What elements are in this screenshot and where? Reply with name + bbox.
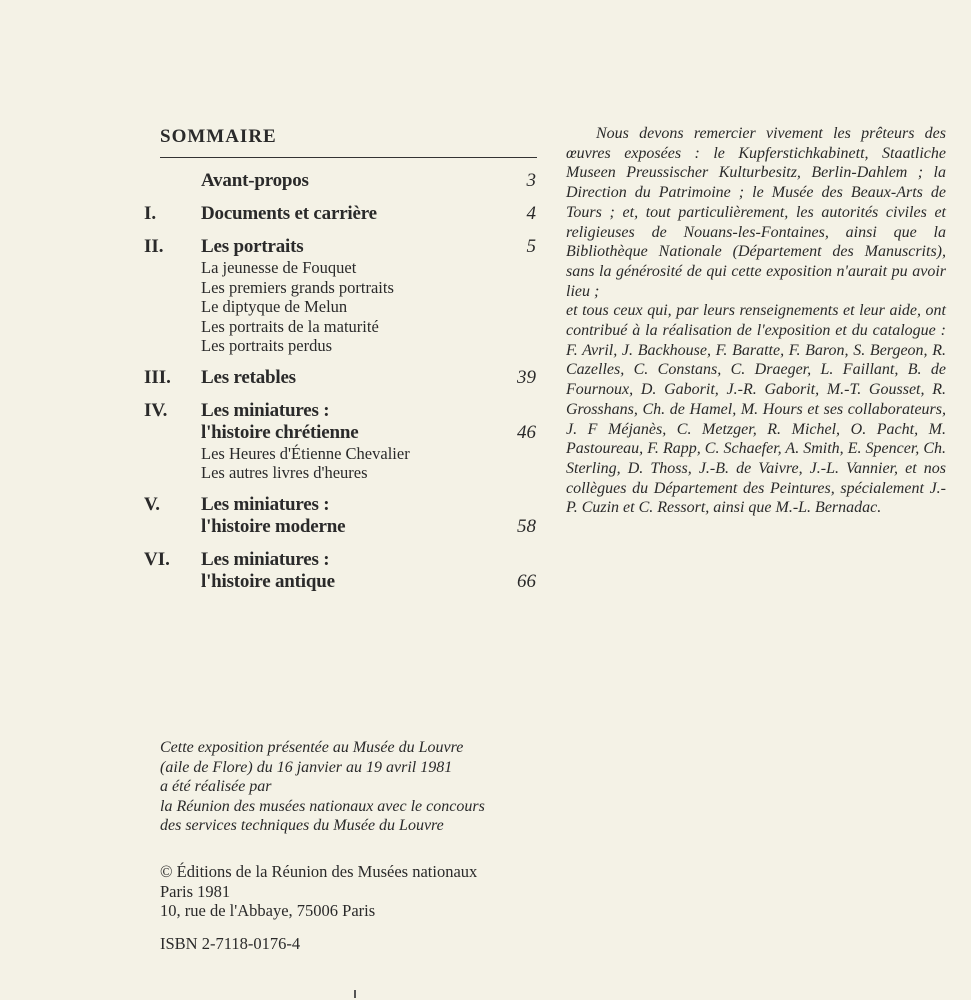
toc-entry-title: l'histoire antique: [201, 570, 335, 592]
toc-page-number: 3: [526, 170, 536, 191]
toc-line: [160, 422, 540, 444]
toc-entry-number: VI.: [144, 548, 170, 570]
toc-page-number: 46: [517, 421, 536, 443]
toc-divider: [160, 157, 537, 158]
exposition-line: Cette exposition présentée au Musée du Louvre: [160, 739, 464, 756]
toc-entry-title: Documents et carrière: [201, 203, 377, 224]
toc-line: [144, 203, 540, 225]
publisher-line: 10, rue de l'Abbaye, 75006 Paris: [160, 901, 376, 920]
toc-line: [144, 366, 540, 389]
publisher-info: [160, 862, 560, 921]
toc-subentry: Les premiers grands portraits: [201, 277, 394, 297]
toc-subentry: Les autres livres d'heures: [201, 463, 368, 482]
toc-entry-number: II.: [144, 236, 164, 257]
toc-entry: [144, 548, 540, 593]
toc-page-number: 4: [526, 203, 536, 224]
toc-entry: [160, 170, 540, 192]
toc-entry-title: Avant-propos: [201, 170, 309, 191]
acknowledgements-paragraph: Nous devons remercier vivement les prêteurs des œuvres exposées : le Kupferstichkabinett, Staatliche Museen Preussischer Kulturbesitz, Berlin-Dahlem ; la Direction du Patrimoine ; le Musée des Beaux-Arts de Tours ; et, tout particulièrement, les autorités civiles et religieuses de Nouans-les-Fontaines, ainsi que la Bibliothèque Nationale (Département des Manuscrits), sans la générosité de qui cette exposition n'aurait pu avoir lieu ;: [566, 125, 946, 300]
toc-entry-number: V.: [144, 493, 161, 515]
toc-page-number: 5: [526, 236, 536, 257]
toc-line: [160, 170, 540, 192]
toc-page-number: 66: [517, 570, 536, 592]
exposition-line: des services techniques du Musée du Louvre: [160, 817, 444, 834]
toc-entry-number: III.: [144, 366, 171, 388]
exposition-line: a été réalisée par: [160, 778, 272, 795]
toc-entry-title: Les miniatures :: [201, 399, 330, 421]
toc-entry-number: I.: [144, 203, 157, 224]
acknowledgements: [566, 124, 946, 518]
exposition-line: (aile de Flore) du 16 janvier au 19 avril 1981: [160, 758, 453, 776]
toc-entry-number: IV.: [144, 399, 168, 421]
toc-entry: [144, 399, 540, 483]
toc-entry: [144, 366, 540, 389]
acknowledgements-paragraph: et tous ceux qui, par leurs renseignements et leur aide, ont contribué à la réalisation de l'exposition et du catalogue : F. Avril, J. Backhouse, F. Baratte, F. Baron, S. Bergeon, R. Cazelles, C. Constans, C. Draeger, L. Faillant, B. de Fournoux, D. Gaborit, J.-R. Gaborit, M.-T. Gousset, R. Grosshans, Ch. de Hamel, M. Hours et ses collaborateurs, J. F Méjanès, C. Metzger, R. Michel, O. Pacht, M. Pastoureau, F. Rapp, C. Schaefer, A. Smith, E. Spencer, Ch. Sterling, D. Thoss, J.-B. de Vaivre, J.-L. Vannier, et nos collègues du Département des Peintures, spécialement J.-P. Cuzin et C. Ressort, ainsi que M.-L. Bernadac.: [566, 302, 946, 517]
toc-entry: [144, 493, 540, 538]
publisher-line: Paris 1981: [160, 881, 231, 901]
exposition-credit: [160, 738, 560, 836]
toc-line: [144, 236, 540, 258]
publisher-line: © Éditions de la Réunion des Musées nationaux: [160, 862, 478, 881]
toc-subentry: Les portraits perdus: [201, 336, 333, 355]
isbn: ISBN 2-7118-0176-4: [160, 934, 301, 953]
table-of-contents: [144, 126, 540, 592]
print-mark: [354, 990, 356, 998]
toc-entry: [144, 203, 540, 225]
toc-subentry: Les Heures d'Étienne Chevalier: [201, 443, 410, 463]
toc-title: SOMMAIRE: [160, 126, 277, 147]
toc-entry-title: Les miniatures :: [201, 493, 330, 515]
toc-entry-title: Les portraits: [201, 236, 304, 257]
toc-list: [144, 170, 540, 604]
toc-line: [144, 399, 540, 422]
toc-line: [144, 493, 540, 516]
toc-subentry: Les portraits de la maturité: [201, 316, 379, 336]
toc-page-number: 58: [517, 515, 536, 537]
toc-line: [160, 516, 540, 538]
toc-entry: [144, 236, 540, 356]
toc-line: [160, 571, 540, 593]
toc-entry-title: l'histoire chrétienne: [201, 421, 359, 443]
toc-entry-title: Les miniatures :: [201, 548, 330, 570]
toc-entry-title: l'histoire moderne: [201, 515, 346, 537]
toc-line: [144, 548, 540, 571]
toc-entry-title: Les retables: [201, 366, 296, 388]
toc-page-number: 39: [517, 366, 536, 388]
toc-subentry: La jeunesse de Fouquet: [201, 258, 357, 277]
toc-subentry: Le diptyque de Melun: [201, 297, 348, 316]
exposition-line: la Réunion des musées nationaux avec le concours: [160, 797, 485, 815]
